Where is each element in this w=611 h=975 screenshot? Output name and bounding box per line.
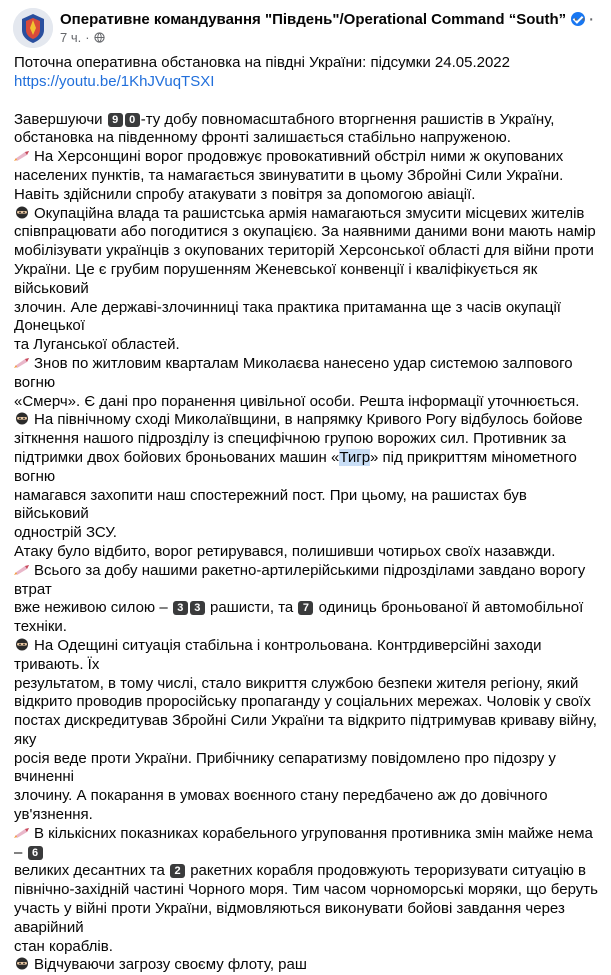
text: рашисти, та <box>205 599 298 617</box>
text-line: обстановка на південному фронті залишається стабільно напруженою. <box>14 129 511 147</box>
text: На Одещині ситуація стабільна і контрольована. Контрдиверсійні заходи тривають. Їх <box>14 636 542 673</box>
text-line: росія веде проти України. Прибічнику сепаратизму повідомлено про підозру у вчиненні <box>14 749 556 786</box>
text-line: зіткнення нашого підрозділу із специфічною групою ворожих сил. Противник за <box>14 430 567 448</box>
number-badge: 6 <box>28 846 43 860</box>
rocket-icon <box>14 149 30 162</box>
post-title: Поточна оперативна обстановка на півдні України: підсумки 24.05.2022 <box>14 54 510 71</box>
highlighted-text: Тигр <box>339 448 371 466</box>
text: Всього за добу нашими ракетно-артилерійськими підрозділами завдано ворогу втрат <box>14 561 586 598</box>
text: вже неживою силою – <box>14 599 172 617</box>
text-line: відкрито проводив проросійську пропаганду у соціальних мережах. Чоловік у своїх <box>14 693 591 711</box>
ninja-icon <box>14 206 30 219</box>
text-line: та Луганської областей. <box>14 336 180 354</box>
text-line: стан кораблів. <box>14 937 113 955</box>
text-line <box>14 599 604 637</box>
number-badge: 7 <box>298 601 313 615</box>
text-line: України. Це є грубим порушенням Женевської конвенції і кваліфікується як військовий <box>14 260 538 297</box>
text-line: участь у війні проти України, відмовляються виконувати бойові завдання через аварійний <box>14 900 565 936</box>
text: На Херсонщині ворог продовжує провокативний обстріл ними ж окупованих <box>34 148 564 166</box>
text: Знов по житловим кварталам Миколаєва нанесено удар системою залпового вогню <box>14 354 573 391</box>
text: В кількісних показниках корабельного угруповання противника змін майже нема – <box>14 824 593 861</box>
text: підтримки двох бойових броньованих машин « <box>14 448 340 466</box>
avatar[interactable] <box>13 8 53 48</box>
number-badge: 3 <box>173 601 188 615</box>
post-meta <box>60 30 105 46</box>
text: На північному сході Миколаївщини, в напрямку Кривого Рогу відбулось бойове <box>34 411 583 429</box>
paragraph-fleet <box>14 825 604 863</box>
text-line: населених пунктів, та намагається звинуватити в цьому Збройні Сили України. <box>14 166 564 184</box>
text: » під прикриттям мінометного вогню <box>14 448 577 485</box>
paragraph-occupation <box>14 205 604 224</box>
text-line: однострій ЗСУ. <box>14 524 117 542</box>
text: Завершуючи <box>14 110 107 128</box>
text: -ту добу повномасштабного вторгнення рашистів в Україну, <box>140 110 555 128</box>
text: ракетних корабля продовжують тероризувати ситуацію в <box>186 862 587 880</box>
text-line <box>14 449 604 487</box>
text-line: «Смерч». Є дані про поранення цивільної особи. Решта інформації уточнюється. <box>14 392 580 410</box>
text: одиниць броньованої й автомобільної техніки. <box>14 599 584 636</box>
post-header <box>10 6 601 50</box>
text-line: постах дискредитував Збройні Сили України та відкрито підтримував криваву війну, яку <box>14 712 597 748</box>
paragraph-mykolaiv <box>14 355 604 393</box>
text-line: мобілізувати українців з окупованих територій Херсонської області для війни проти <box>14 242 594 260</box>
meta-separator: · <box>85 30 90 45</box>
number-badge: 9 <box>108 113 123 127</box>
page-name-text[interactable]: Оперативне командування "Південь"/Operational Command “South” <box>60 11 567 28</box>
number-badge: 2 <box>170 864 185 878</box>
text: великих десантних та <box>14 862 170 880</box>
text-line: намагався захопити наш спостережний пост. При цьому, на рашистах був військовий <box>14 486 527 523</box>
avatar-emblem <box>13 8 53 48</box>
text-line: співпрацювати або погодитися з окупацією. За наявними даними вони мають намір <box>14 223 596 241</box>
text-line: Навіть здійснили спробу атакувати з повітря за допомогою авіації. <box>14 185 476 203</box>
paragraph-kryvyi-rih <box>14 411 604 430</box>
text: Відчуваючи загрозу своєму флоту, раш <box>34 956 307 974</box>
text-line: північно-західній частині Чорного моря. Тим часом чорноморські моряки, що беруть <box>14 881 598 899</box>
post-time[interactable]: 7 ч. <box>60 30 82 45</box>
number-badge: 3 <box>190 601 205 615</box>
ninja-icon <box>14 957 30 970</box>
spacer <box>14 92 604 111</box>
text-line <box>14 862 604 881</box>
more-icon[interactable]: ··· <box>572 8 596 30</box>
paragraph-losses <box>14 562 604 600</box>
paragraph-kherson <box>14 148 604 167</box>
number-badge: 0 <box>125 113 140 127</box>
rocket-icon <box>14 826 30 839</box>
video-link[interactable]: https://youtu.be/1KhJVuqTSXI <box>14 72 215 90</box>
ninja-icon <box>14 412 30 425</box>
text-line: злочин. Але державі-злочинниці така практика притаманна ще з часів окупації Донецької <box>14 298 561 335</box>
page-name[interactable] <box>60 10 585 29</box>
rocket-icon <box>14 356 30 369</box>
text: Окупаційна влада та рашистська армія намагаються змусити місцевих жителів <box>34 204 585 222</box>
post-body <box>14 54 604 975</box>
text-line: результатом, в тому числі, стало викриття службою безпеки жителя регіону, який <box>14 674 579 692</box>
text-line: злочину. А покарання в умовах воєнного стану передбачено аж до довічного ув'язнення. <box>14 787 548 824</box>
globe-icon <box>94 32 105 43</box>
text-line: Атаку було відбито, ворог ретирувався, полишивши чотирьох своїх назавжди. <box>14 542 556 560</box>
paragraph-odesa <box>14 637 604 675</box>
ninja-icon <box>14 638 30 651</box>
rocket-icon <box>14 563 30 576</box>
paragraph-intro <box>14 111 604 130</box>
paragraph-truncated <box>14 956 604 975</box>
